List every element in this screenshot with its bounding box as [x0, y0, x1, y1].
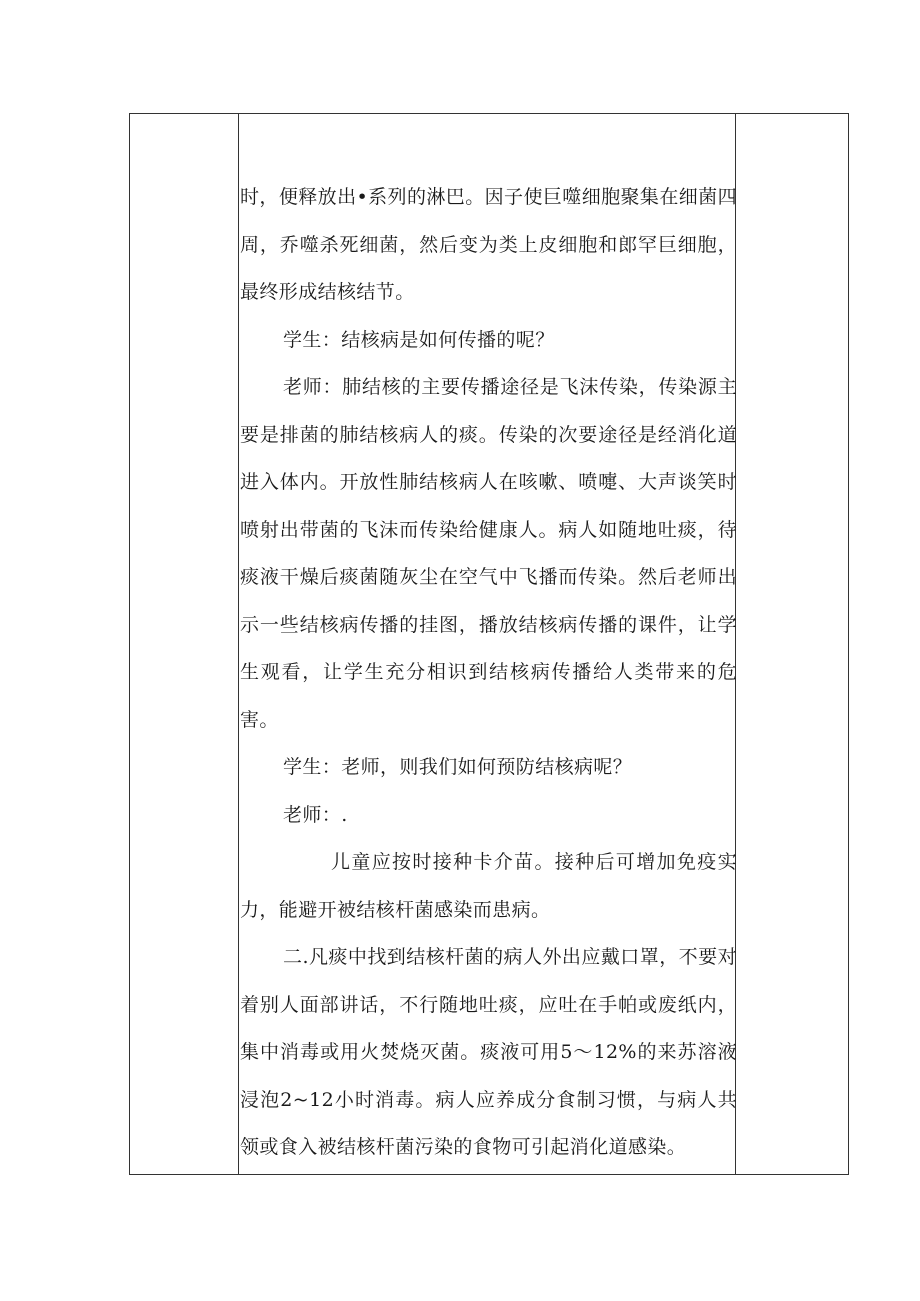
paragraph-teacher-answer-2: 老师：.	[283, 803, 348, 826]
paragraph-student-question-2: 学生：老师，则我们如何预防结核病呢？	[283, 756, 633, 778]
column-divider-left	[238, 114, 239, 1174]
lesson-content-cell	[240, 174, 737, 1172]
paragraph-prevention-1: 儿童应按时接种卡介苗。接种后可增加免疫实力，能避开被结核杆菌感染而患病。	[240, 851, 737, 921]
paragraph-student-question-1: 学生：结核病是如何传播的呢？	[283, 328, 555, 351]
paragraph-teacher-answer-1: 老师：肺结核的主要传播途径是飞沫传染，传染源主要是排菌的肺结核病人的痰。传染的次要途径是经消化道进入体内。开放性肺结核病人在咳嗽、喷嚏、大声谈笑时喷射出带菌的飞沫而传染给健康人。病人如随地吐痰，待痰液干燥后痰菌随灰尘在空气中飞播而传染。然后老师出示一些结核病传播的挂图，播放结核病传播的课件，让学生观看，让学生充分相识到结核病传播给人类带来的危害。	[240, 376, 737, 731]
paragraph-prevention-2: 二.凡痰中找到结核杆菌的病人外出应戴口罩，不要对着别人面部讲话，不行随地吐痰，应吐在手帕或废纸内，集中消毒或用火焚烧灭菌。痰液可用5〜12%的来苏溶液浸泡2~12小时消毒。病人应养成分食制习惯，与病人共领或食入被结核杆菌污染的食物可引起消化道感染。	[240, 946, 737, 1158]
lesson-table	[129, 113, 849, 1175]
paragraph-tuberculosis-formation: 时，便释放出•系列的淋巴。因子使巨噬细胞聚集在细菌四周，乔噬杀死细菌，然后变为类上皮细胞和郎罕巨细胞，最终形成结核结节。	[240, 186, 737, 303]
